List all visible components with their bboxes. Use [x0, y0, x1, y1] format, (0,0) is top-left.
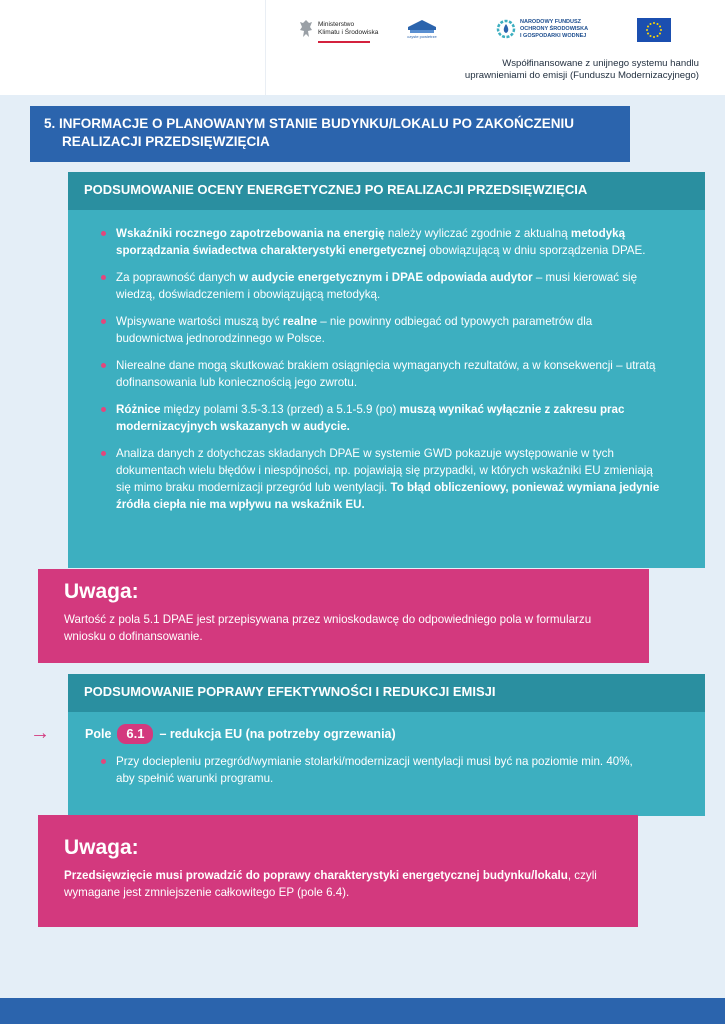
note-box-2: [38, 815, 638, 927]
bullet-text-bold: muszą wynikać wyłącznie z zakresu prac modernizacyjnych wskazanych w audycie.: [116, 403, 625, 433]
bullet-text-bold: w audycie energetycznym i DPAE odpowiada audytor: [239, 271, 533, 284]
nfosigw-logo: [496, 18, 588, 40]
bullet-text: Analiza danych z dotychczas składanych DPAE w systemie GWD pokazuje występowanie w tych dokumentach wielu błędów i niespójności, np. pojawiają się przypadki, w których wskaźniki EU zmieniają się mimo braku modernizacji przegród lub wentylacji.: [116, 447, 653, 494]
bullet-text-bold: Różnice: [116, 403, 161, 416]
bullet-text-bold: metodyką sporządzania świadectwa charakterystyki energetycznej: [116, 227, 626, 257]
ministry-logo: [298, 18, 378, 40]
list-item: Nierealne dane mogą skutkować brakiem osiągnięcia wymaganych rezultatów, a w konsekwencji – utratą dofinansowania lub koniecznością jego zwrotu.: [100, 357, 660, 391]
note-text: [64, 867, 612, 901]
list-item: [100, 313, 660, 347]
cofinancing-line2: uprawnieniami do emisji (Funduszu Modernizacyjnego): [464, 70, 699, 81]
note-title: Uwaga:: [64, 580, 139, 603]
bullet-text: Za poprawność danych: [116, 271, 240, 284]
bullet-text: należy wyliczać zgodnie z aktualną: [384, 227, 571, 240]
drop-ring-icon: [496, 18, 516, 40]
bullet-text-bold: realne: [282, 315, 318, 328]
efficiency-summary-list: [100, 753, 645, 797]
bullet-text: – nie powinny odbiegać od typowych parametrów dla budownictwa jednorodzinnego w Polsce.: [116, 315, 593, 345]
bullet-text: obowiązującą w dniu sporządzenia DPAE.: [425, 244, 646, 257]
footer-bar: [0, 998, 725, 1024]
list-item: Przy dociepleniu przegród/wymianie stolarki/modernizacji wentylacji musi być na poziomie min. 40%, aby spełnić warunki programu.: [100, 753, 645, 787]
note-title: Uwaga:: [64, 836, 139, 859]
note-text-bold: Przedsięwzięcie musi prowadzić do poprawy charakterystyki energetycznej budynku/lokalu: [64, 869, 568, 882]
nfosigw-line3: I GOSPODARKI WODNEJ: [520, 32, 587, 39]
arrow-right-icon: →: [30, 722, 50, 744]
czyste-powietrze-text: czyste powietrze: [407, 34, 437, 39]
eu-flag-logo: [637, 18, 671, 42]
bullet-text: – musi kierować się wiedzą, doświadczeniem i obowiązującą metodyką.: [116, 271, 638, 301]
bullet-text-bold: To błąd obliczeniowy, ponieważ wymiana jedynie źródła ciepła nie ma wpływu na wskaźnik EU.: [116, 481, 660, 511]
pole-number-badge: 6.1: [117, 724, 153, 744]
nfosigw-line2: OCHRONY ŚRODOWISKA: [520, 25, 589, 32]
list-item: [100, 269, 660, 303]
czyste-powietrze-logo: [404, 17, 440, 41]
energy-summary-title: PODSUMOWANIE OCENY ENERGETYCZNEJ PO REALIZACJI PRZEDSIĘWZIĘCIA: [68, 172, 705, 210]
house-icon: [404, 17, 440, 41]
bullet-text: między polami 3.5-3.13 (przed) a 5.1-5.9 (po): [160, 403, 400, 416]
cofinancing-line1: Współfinansowane z unijnego systemu handlu: [502, 58, 699, 69]
eu-flag-icon: [637, 18, 671, 42]
ministry-name-line2: Klimatu i Środowiska: [318, 29, 379, 36]
energy-summary-list: [100, 225, 660, 523]
list-item: [100, 445, 660, 513]
note-text: Wartość z pola 5.1 DPAE jest przepisywana przez wnioskodawcę do odpowiedniego pola w formularzu wniosku o dofinansowanie.: [64, 613, 592, 643]
pole-line: [85, 724, 396, 744]
nfosigw-line1: NARODOWY FUNDUSZ: [520, 18, 582, 25]
eagle-emblem-icon: [298, 18, 314, 40]
ministry-name-line1: Ministerstwo: [318, 21, 355, 28]
section-title-line2: REALIZACJI PRZEDSIĘWZIĘCIA: [62, 134, 270, 149]
section-title-line1: 5. INFORMACJE O PLANOWANYM STANIE BUDYNKU/LOKALU PO ZAKOŃCZENIU: [44, 116, 575, 131]
efficiency-summary-title: PODSUMOWANIE POPRAWY EFEKTYWNOŚCI I REDUKCJI EMISJI: [68, 674, 705, 712]
cofinancing-note: [379, 58, 699, 82]
note-box-1: [38, 569, 649, 663]
list-item: [100, 225, 660, 259]
bullet-text-bold: Wskaźniki rocznego zapotrzebowania na energię: [116, 227, 385, 240]
ministry-underline: [318, 41, 370, 43]
pole-label: Pole: [85, 727, 112, 741]
section-title: [30, 106, 630, 162]
note-text-regular: , czyli wymagane jest zmniejszenie całkowitego EP (pole 6.4).: [64, 869, 597, 899]
bullet-text: Wpisywane wartości muszą być: [116, 315, 283, 328]
pole-description: – redukcja EU (na potrzeby ogrzewania): [159, 727, 396, 741]
list-item: [100, 401, 660, 435]
